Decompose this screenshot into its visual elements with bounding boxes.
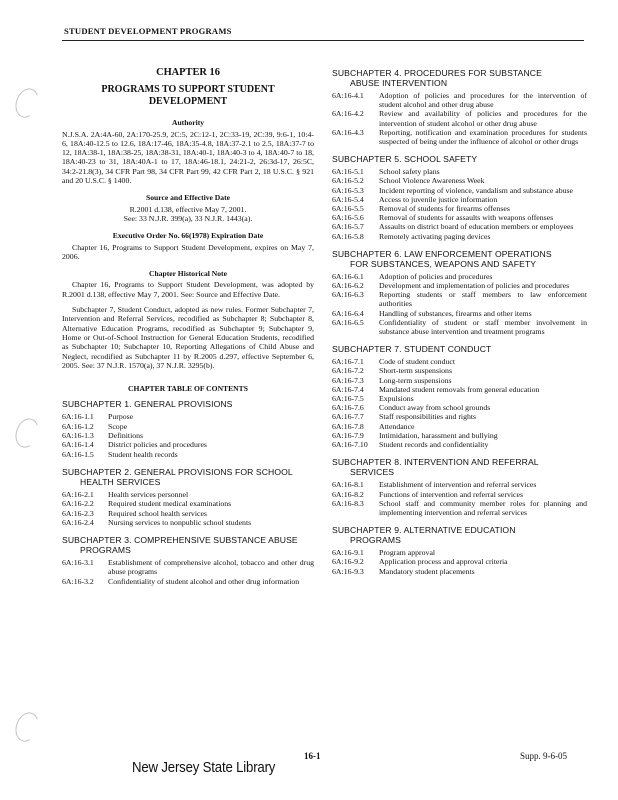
toc-entry: [62, 577, 314, 586]
toc-entry: [62, 490, 314, 499]
subchapter-heading: [62, 399, 314, 409]
section-title: Functions of intervention and referral services: [379, 489, 523, 499]
toc-entry: [332, 403, 587, 412]
header-rule: [62, 40, 584, 41]
section-number: 6A:16-6.3: [332, 290, 364, 300]
section-number: 6A:16-9.2: [332, 557, 364, 567]
section-number: 6A:16-5.7: [332, 222, 364, 232]
section-title: Program approval: [379, 548, 436, 558]
section-title: Remotely activating paging devices: [379, 231, 491, 241]
library-stamp: New Jersey State Library: [132, 759, 276, 776]
subchapter-heading-line: PROGRAMS: [80, 545, 131, 556]
toc-entry: [332, 281, 587, 290]
chapter-title: PROGRAMS TO SUPPORT STUDENT DEVELOPMENT: [101, 84, 275, 108]
subchapter-heading-line: SUBCHAPTER 1. GENERAL PROVISIONS: [62, 399, 233, 410]
history-paragraph: Chapter 16, Programs to Support Student Development, was adopted by R.2001 d.138, effective May 7, 2001. See: Source and Effective Date.: [62, 280, 314, 299]
section-number: 6A:16-7.9: [332, 430, 364, 440]
section-number: 6A:16-2.1: [62, 489, 94, 499]
section-title: Student records and confidentiality: [379, 440, 489, 450]
subchapter-heading-line: SUBCHAPTER 4. PROCEDURES FOR SUBSTANCE: [332, 68, 542, 78]
section-title: Access to juvenile justice information: [379, 194, 498, 204]
subchapter-heading-line: SUBCHAPTER 6. LAW ENFORCEMENT OPERATIONS: [332, 248, 552, 259]
section-title: Definitions: [108, 431, 144, 441]
section-number: 6A:16-7.7: [332, 412, 364, 422]
toc-entry: [332, 186, 587, 195]
toc-entry: [332, 232, 587, 241]
punch-hole-mark: [12, 415, 43, 451]
section-title: Confidentiality of student alcohol and other drug information: [108, 576, 300, 586]
section-title: Mandatory student placements: [379, 566, 475, 576]
section-title: Removal of students for assaults with weapons offenses: [379, 213, 554, 223]
supplement-date: Supp. 9-6-05: [520, 751, 567, 761]
section-title: Staff responsibilities and rights: [379, 412, 477, 422]
toc-entry: [62, 440, 314, 449]
section-title: Long-term suspensions: [379, 375, 452, 385]
authority-heading: Authority: [171, 118, 205, 128]
toc-entry: [332, 357, 587, 366]
section-title: Adoption of policies and procedures: [379, 271, 493, 281]
toc-entry: [62, 412, 314, 421]
toc-entry: [332, 376, 587, 385]
executive-order-heading: Executive Order No. 66(1978) Expiration Date: [112, 231, 264, 241]
section-title: Required school health services: [108, 508, 207, 518]
toc-entry: [62, 509, 314, 518]
section-title: Establishment of comprehensive alcohol, tobacco and other drug abuse programs: [108, 558, 314, 577]
subchapter-heading: [332, 525, 587, 545]
subchapter-heading: [332, 68, 587, 88]
section-number: 6A:16-7.4: [332, 384, 364, 394]
section-number: 6A:16-3.1: [62, 558, 94, 568]
section-number: 6A:16-3.2: [62, 576, 94, 586]
source-heading: Source and Effective Date: [145, 193, 230, 203]
section-number: 6A:16-1.5: [62, 449, 94, 459]
section-number: 6A:16-5.4: [332, 194, 364, 204]
toc-entry: [332, 548, 587, 557]
section-title: Handling of substances, firearms and other items: [379, 308, 532, 318]
section-title: Required student medical examinations: [108, 499, 232, 509]
section-title: Adoption of policies and procedures for the intervention of student alcohol and other drug abuse: [379, 91, 587, 110]
toc-entry: [332, 309, 587, 318]
section-title: Establishment of intervention and referral services: [379, 480, 537, 490]
punch-hole-mark: [12, 85, 43, 121]
toc-entry: [332, 222, 587, 231]
section-number: 6A:16-2.2: [62, 499, 94, 509]
section-title: Intimidation, harassment and bullying: [379, 430, 498, 440]
toc-entry: [62, 558, 314, 577]
section-title: Reporting students or staff members to law enforcement authorities: [379, 290, 587, 309]
toc-entry: [332, 499, 587, 517]
section-number: 6A:16-1.1: [62, 412, 94, 422]
section-title: Removal of students for firearms offenses: [379, 204, 510, 214]
section-number: 6A:16-9.3: [332, 566, 364, 576]
section-number: 6A:16-6.4: [332, 308, 364, 318]
section-number: 6A:16-4.2: [332, 109, 364, 119]
section-number: 6A:16-5.1: [332, 167, 364, 177]
history-paragraph: Subchapter 7, Student Conduct, adopted as new rules. Former Subchapter 7, Intervention and Referral Services, recodified as Subchapter 8; Subchapter 8, Alternative Education Programs, recodified as Subchapter 9; Subchapter 9, Home or Out-of-School Instruction for General Education Students, recodified as Subchapter 10; Subchapter 10, Reporting Allegations of Child Abuse and Neglect, recodified as Subchapter 11 by R.2005 d.297, effective September 6, 2005. See: 37 N.J.R. 1570(a), 37 N.J.R. 3295(b).: [62, 305, 314, 370]
subchapter-heading-line: SUBCHAPTER 5. SCHOOL SAFETY: [332, 154, 478, 165]
toc-entry: [62, 518, 314, 527]
section-number: 6A:16-1.4: [62, 440, 94, 450]
right-column: [332, 68, 587, 576]
section-number: 6A:16-7.8: [332, 421, 364, 431]
section-number: 6A:16-1.2: [62, 421, 94, 431]
section-number: 6A:16-7.3: [332, 375, 364, 385]
toc-entry: [62, 431, 314, 440]
subchapter-heading-line: FOR SUBSTANCES, WEAPONS AND SAFETY: [350, 258, 537, 269]
section-title: School Violence Awareness Week: [379, 176, 485, 186]
toc-entry: [332, 213, 587, 222]
toc-entry: [332, 290, 587, 308]
source-line: See: 33 N.J.R. 399(a), 33 N.J.R. 1443(a).: [123, 213, 253, 223]
section-number: 6A:16-8.1: [332, 480, 364, 490]
subchapter-heading-line: SUBCHAPTER 9. ALTERNATIVE EDUCATION: [332, 525, 516, 536]
left-column: [62, 68, 314, 586]
toc-entry: [332, 272, 587, 281]
source-line: R.2001 d.138, effective May 7, 2001.: [129, 204, 247, 214]
toc-entry: [332, 480, 587, 489]
toc-entry: [62, 422, 314, 431]
section-title: Mandated student removals from general education: [379, 384, 540, 394]
subchapter-heading-line: ABUSE INTERVENTION: [350, 78, 448, 88]
section-number: 6A:16-7.2: [332, 366, 364, 376]
subchapter-heading: [332, 344, 587, 354]
subchapter-heading-line: HEALTH SERVICES: [80, 476, 161, 487]
section-number: 6A:16-9.1: [332, 548, 364, 558]
toc-entry: [332, 167, 587, 176]
section-title: Development and implementation of policies and procedures: [379, 281, 570, 291]
section-number: 6A:16-7.5: [332, 394, 364, 404]
toc-entry: [332, 385, 587, 394]
section-number: 6A:16-6.1: [332, 271, 364, 281]
subchapter-heading-line: SERVICES: [350, 467, 395, 478]
section-number: 6A:16-5.5: [332, 204, 364, 214]
toc-entry: [332, 431, 587, 440]
section-number: 6A:16-8.3: [332, 498, 364, 508]
section-number: 6A:16-6.5: [332, 317, 364, 327]
toc-entry: [332, 490, 587, 499]
section-title: Application process and approval criteria: [379, 557, 508, 567]
section-number: 6A:16-5.3: [332, 185, 364, 195]
section-number: 6A:16-7.10: [332, 440, 368, 450]
section-title: Assaults on district board of education members or employees: [379, 222, 574, 232]
section-number: 6A:16-1.3: [62, 431, 94, 441]
subchapter-heading: [332, 249, 587, 269]
toc-heading: CHAPTER TABLE OF CONTENTS: [128, 384, 248, 394]
executive-order-text: Chapter 16, Programs to Support Student Development, expires on May 7, 2006.: [62, 242, 314, 261]
subchapter-heading-line: SUBCHAPTER 7. STUDENT CONDUCT: [332, 344, 492, 355]
toc-entry: [332, 422, 587, 431]
chapter-number: CHAPTER 16: [156, 67, 220, 78]
toc-entry: [332, 394, 587, 403]
history-heading: Chapter Historical Note: [149, 269, 227, 279]
subchapter-heading: [62, 535, 314, 555]
section-title: Nursing services to nonpublic school students: [108, 517, 252, 527]
toc-entry: [332, 128, 587, 146]
section-number: 6A:16-2.3: [62, 508, 94, 518]
section-title: School staff and community member roles for planning and implementing intervention and referral services: [379, 498, 587, 517]
punch-hole-mark: [12, 709, 43, 745]
toc-entry: [332, 91, 587, 109]
section-title: School safety plans: [379, 167, 440, 177]
section-title: Attendance: [379, 421, 415, 431]
toc-entry: [332, 567, 587, 576]
section-number: 6A:16-6.2: [332, 281, 364, 291]
toc-entry: [332, 204, 587, 213]
subchapter-heading-line: PROGRAMS: [350, 535, 401, 546]
section-number: 6A:16-5.8: [332, 231, 364, 241]
subchapter-heading: [332, 457, 587, 477]
section-title: Conduct away from school grounds: [379, 403, 491, 413]
toc-right-subchapters: [332, 68, 587, 576]
toc-entry: [332, 557, 587, 566]
section-number: 6A:16-7.1: [332, 357, 364, 367]
toc-entry: [332, 318, 587, 336]
section-number: 6A:16-2.4: [62, 517, 94, 527]
section-title: Expulsions: [379, 394, 414, 404]
section-title: Reporting, notification and examination procedures for students suspected of being under the influence of alcohol or other drugs: [379, 127, 587, 147]
section-title: Health services personnel: [108, 489, 189, 499]
section-number: 6A:16-8.2: [332, 489, 364, 499]
subchapter-heading: [332, 154, 587, 164]
toc-entry: [332, 440, 587, 449]
toc-entry: [62, 499, 314, 508]
subchapter-heading-line: SUBCHAPTER 2. GENERAL PROVISIONS FOR SCHOOL: [62, 466, 293, 477]
subchapter-heading-line: SUBCHAPTER 3. COMPREHENSIVE SUBSTANCE ABUSE: [62, 535, 298, 546]
section-title: District policies and procedures: [108, 440, 207, 450]
toc-left-subchapters: [62, 399, 314, 586]
subchapter-heading-line: SUBCHAPTER 8. INTERVENTION AND REFERRAL: [332, 457, 539, 468]
section-title: Student health records: [108, 449, 178, 459]
section-number: 6A:16-4.3: [332, 127, 364, 137]
toc-entry: [332, 176, 587, 185]
section-title: Scope: [108, 421, 128, 431]
subchapter-heading: [62, 467, 314, 487]
section-number: 6A:16-5.6: [332, 213, 364, 223]
section-title: Incident reporting of violence, vandalism and substance abuse: [379, 185, 573, 195]
section-number: 6A:16-5.2: [332, 176, 364, 186]
toc-entry: [332, 366, 587, 375]
authority-text: N.J.S.A. 2A:4A-60, 2A:170-25.9, 2C:5, 2C:12-1, 2C:33-19, 2C:39, 9:6-1, 10:4-6, 18A:40-12.5 to 12.6, 18A:17-46, 18A:35-4.8, 18A:37-2.1 to 2.5, 18A:37-7 to 12, 18A:38-1, 18A:38-25, 18A:38-31, 18A:40-1, 18A:40-3 to 4, 18A:40-7 to 18, 18A:40-23 to 31, 18A:40A-1 to 17, 18A:46-18.1, 24:21-2, 26:3d-17, 26:5C, 34:2-21.8(3), 34 CFR Part 98, 34 CFR Part 99, 42 CFR Part 2, 18 U.S.C. § 921 and 20 U.S.C. § 1400.: [62, 129, 314, 186]
section-number: 6A:16-4.1: [332, 91, 364, 100]
toc-entry: [332, 412, 587, 421]
section-title: Review and availability of policies and procedures for the intervention of student alcohol or other drug abuse: [379, 109, 587, 128]
section-title: Confidentiality of student or staff member involvement in substance abuse intervention and treatment programs: [379, 317, 587, 337]
section-title: Code of student conduct: [379, 357, 456, 367]
section-title: Purpose: [108, 412, 134, 422]
toc-entry: [62, 450, 314, 459]
section-title: Short-term suspensions: [379, 366, 452, 376]
running-header: STUDENT DEVELOPMENT PROGRAMS: [64, 26, 232, 36]
page-number: 16-1: [304, 751, 321, 761]
toc-entry: [332, 109, 587, 127]
toc-entry: [332, 195, 587, 204]
section-number: 6A:16-7.6: [332, 403, 364, 413]
